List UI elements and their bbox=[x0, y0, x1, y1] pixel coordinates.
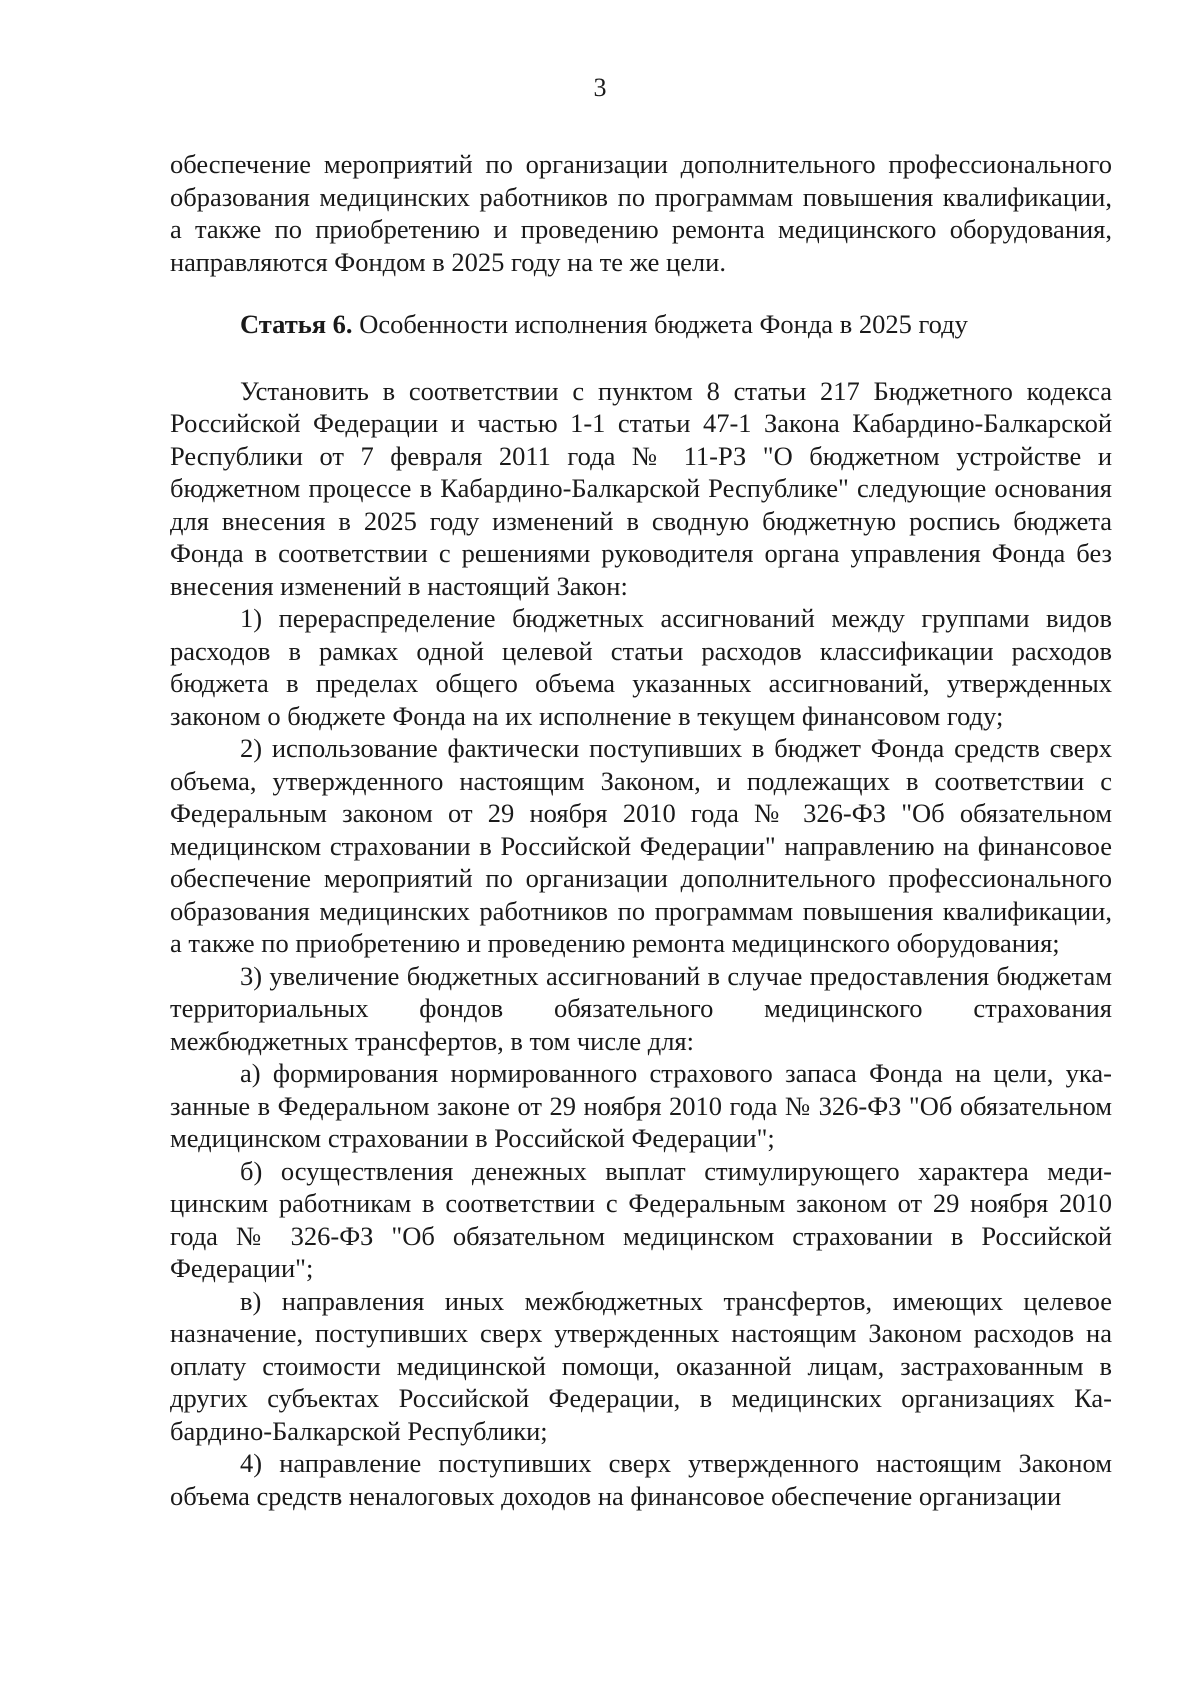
intro-paragraph: обеспечение мероприятий по организации дополнительного профессионального образования медицинских работников по программам повышения квалификации, а также по приобретению и проведению ремонта медицинского оборудования, направляются Фондом в 2025 году на те же цели. bbox=[170, 149, 1112, 277]
paragraph-subitem-a: а) формирования нормированного страхового запаса Фонда на цели, указанные в Федеральном законе от 29 ноября 2010 года № 326-ФЗ "Об обязательном медицинском страховании в Российской Федерации"; bbox=[170, 1058, 1112, 1153]
article-title: Особенности исполнения бюджета Фонда в 2025 году bbox=[359, 309, 968, 339]
page-number: 3 bbox=[593, 73, 607, 102]
document-body bbox=[170, 148, 1112, 1512]
article-label: Статья 6. bbox=[240, 309, 353, 339]
article-heading bbox=[170, 308, 1112, 341]
paragraph-subitem-b: б) осуществления денежных выплат стимулирующего характера медицинским работникам в соответствии с Федеральным законом от 29 ноября 2010 года № 326-ФЗ "Об обязательном медицинском страховании в Российской Федерации"; bbox=[170, 1155, 1112, 1283]
paragraph-item-2: 2) использование фактически поступивших в бюджет Фонда средств сверх объема, утвержденного настоящим Законом, и подлежащих в соответствии с Федеральным законом от 29 ноября 2010 года № 326-ФЗ "Об обязательном медицинском страховании в Российской Федерации" направлению на финансовое обеспечение мероприятий по организации дополнительного профессионального образования медицинских работников по программам повышения квалификации, а также по приобретению и проведению ремонта медицинского оборудования; bbox=[170, 733, 1112, 958]
paragraph-item-3: 3) увеличение бюджетных ассигнований в случае предоставления бюджетам территориальных фондов обязательного медицинского страхования межбюджетных трансфертов, в том числе для: bbox=[170, 960, 1112, 1056]
paragraph-main: Установить в соответствии с пунктом 8 статьи 217 Бюджетного кодекса Российской Федерации и частью 1-1 статьи 47-1 Закона Кабардино-Балкарской Республики от 7 февраля 2011 года № 11-РЗ "О бюджетном устройстве и бюджетном процессе в Кабардино-Балкарской Республике" следующие основания для внесения в 2025 году изменений в сводную бюджетную роспись бюджета Фонда в соответствии с решениями руководителя органа управления Фонда без внесения изменений в настоящий Закон: bbox=[170, 375, 1112, 601]
paragraph-item-4: 4) направление поступивших сверх утвержденного настоящим Законом объема средств неналоговых доходов на финансовое обеспечение организации bbox=[170, 1448, 1112, 1511]
paragraph-item-1: 1) перераспределение бюджетных ассигнований между группами видов расходов в рамках одной целевой статьи расходов классификации расходов бюджета в пределах общего объема указанных ассигнований, утвержденных законом о бюджете Фонда на их исполнение в текущем финансовом году; bbox=[170, 603, 1112, 731]
paragraph-subitem-v: в) направления иных межбюджетных трансфертов, имеющих целевое назначение, поступивших сверх утвержденных настоящим Законом расходов на оплату стоимости медицинской помощи, оказанной лицам, застрахованным в других субъектах Российской Федерации, в медицинских организациях Кабардино-Балкарской Республики; bbox=[170, 1285, 1112, 1446]
